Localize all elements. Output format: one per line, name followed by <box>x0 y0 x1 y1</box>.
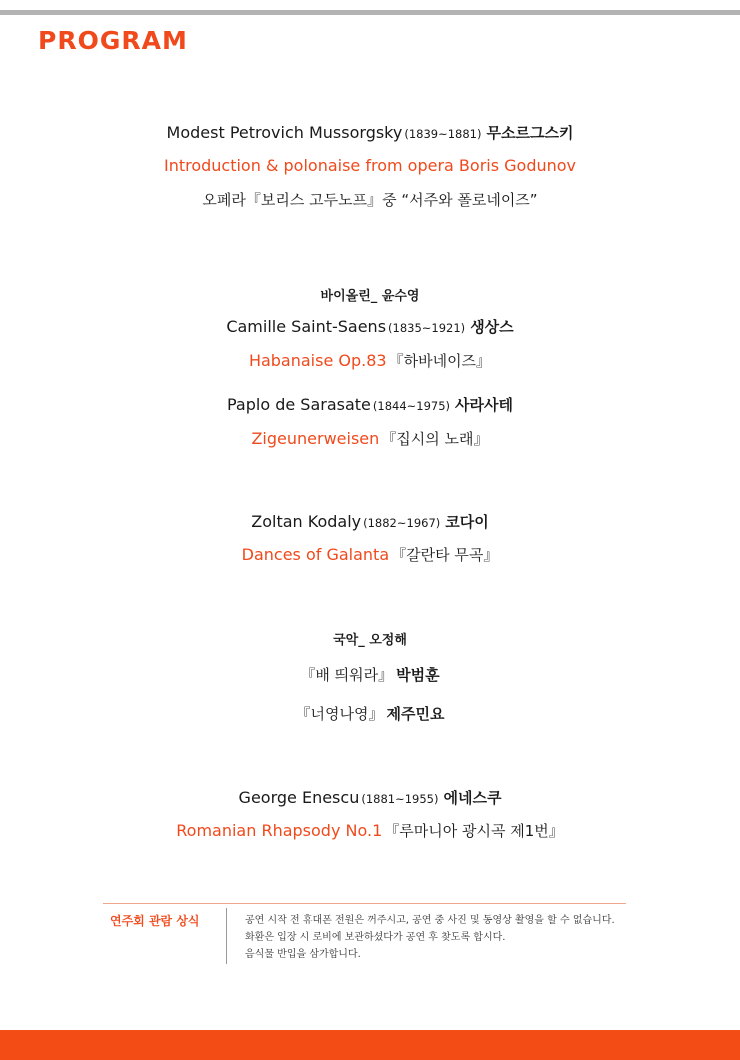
work-title-kr: 『루마니아 광시곡 제1번』 <box>384 822 564 840</box>
gugak-piece-2 <box>0 703 740 724</box>
work-sarasate <box>0 428 740 449</box>
piece-composer: 제주민요 <box>386 705 445 723</box>
composer-name: Zoltan Kodaly <box>251 512 362 531</box>
composer-korean-name: 생상스 <box>470 318 514 336</box>
composer-years: (1881~1955) <box>361 792 439 806</box>
work-mussorgsky-en <box>0 156 740 175</box>
work-title-en: Zigeunerweisen <box>251 429 380 448</box>
etiquette-label: 연주회 관람 상식 <box>110 914 200 928</box>
gugak-piece-1 <box>0 664 740 685</box>
composer-years: (1839~1881) <box>404 127 482 141</box>
work-title-en: Habanaise Op.83 <box>248 351 387 370</box>
composer-years: (1882~1967) <box>363 516 441 530</box>
work-title-kr: 『집시의 노래』 <box>381 430 489 448</box>
work-title-kr: 『하바네이즈』 <box>388 352 492 370</box>
work-kodaly <box>0 544 740 565</box>
work-title-kr: 『갈란타 무곡』 <box>391 546 499 564</box>
performer-gugak: 국악_ 오정해 <box>333 633 407 648</box>
piece-composer: 박범훈 <box>396 666 440 684</box>
bottom-orange-bar <box>0 1030 740 1060</box>
work-enescu <box>0 820 740 841</box>
composer-name: Paplo de Sarasate <box>226 395 371 414</box>
composer-korean-name: 무소르그스키 <box>486 124 574 142</box>
composer-korean-name: 코다이 <box>445 513 489 531</box>
composer-name: Modest Petrovich Mussorgsky <box>166 123 403 142</box>
composer-name: George Enescu <box>238 788 360 807</box>
work-title-en: Dances of Galanta <box>241 545 390 564</box>
work-mussorgsky-kr: 오페라『보리스 고두노프』중 “서주와 폴로네이즈” <box>202 191 538 209</box>
etiquette-note: 공연 시작 전 휴대폰 전원은 꺼주시고, 공연 중 사진 및 동영상 촬영을 할 수 없습니다. <box>245 915 615 926</box>
piece-title: 『배 띄워라』 <box>300 666 394 684</box>
composer-sarasate <box>0 394 740 415</box>
etiquette-divider-line <box>103 903 626 904</box>
composer-korean-name: 사라사테 <box>455 396 514 414</box>
composer-years: (1835~1921) <box>388 321 466 335</box>
top-gray-bar <box>0 10 740 15</box>
composer-kodaly <box>0 511 740 532</box>
work-saint-saens <box>0 350 740 371</box>
performer-violin: 바이올린_ 윤수영 <box>320 289 420 304</box>
composer-saint-saens <box>0 316 740 337</box>
composer-years: (1844~1975) <box>372 399 451 413</box>
composer-mussorgsky <box>0 122 740 143</box>
work-title-en: Romanian Rhapsody No.1 <box>176 821 383 840</box>
composer-enescu <box>0 787 740 808</box>
work-title-en: Introduction & polonaise from opera Boris Godunov <box>163 156 577 175</box>
etiquette-notes <box>245 912 615 963</box>
composer-name: Camille Saint-Saens <box>226 317 387 336</box>
etiquette-note: 음식물 반입을 삼가합니다. <box>245 949 361 960</box>
etiquette-note: 화환은 입장 시 로비에 보관하셨다가 공연 후 찾도록 합시다. <box>245 932 506 943</box>
composer-korean-name: 에네스쿠 <box>443 789 502 807</box>
page-title: PROGRAM <box>38 26 188 55</box>
etiquette-vertical-divider <box>226 908 227 964</box>
piece-title: 『너영나영』 <box>295 705 384 723</box>
